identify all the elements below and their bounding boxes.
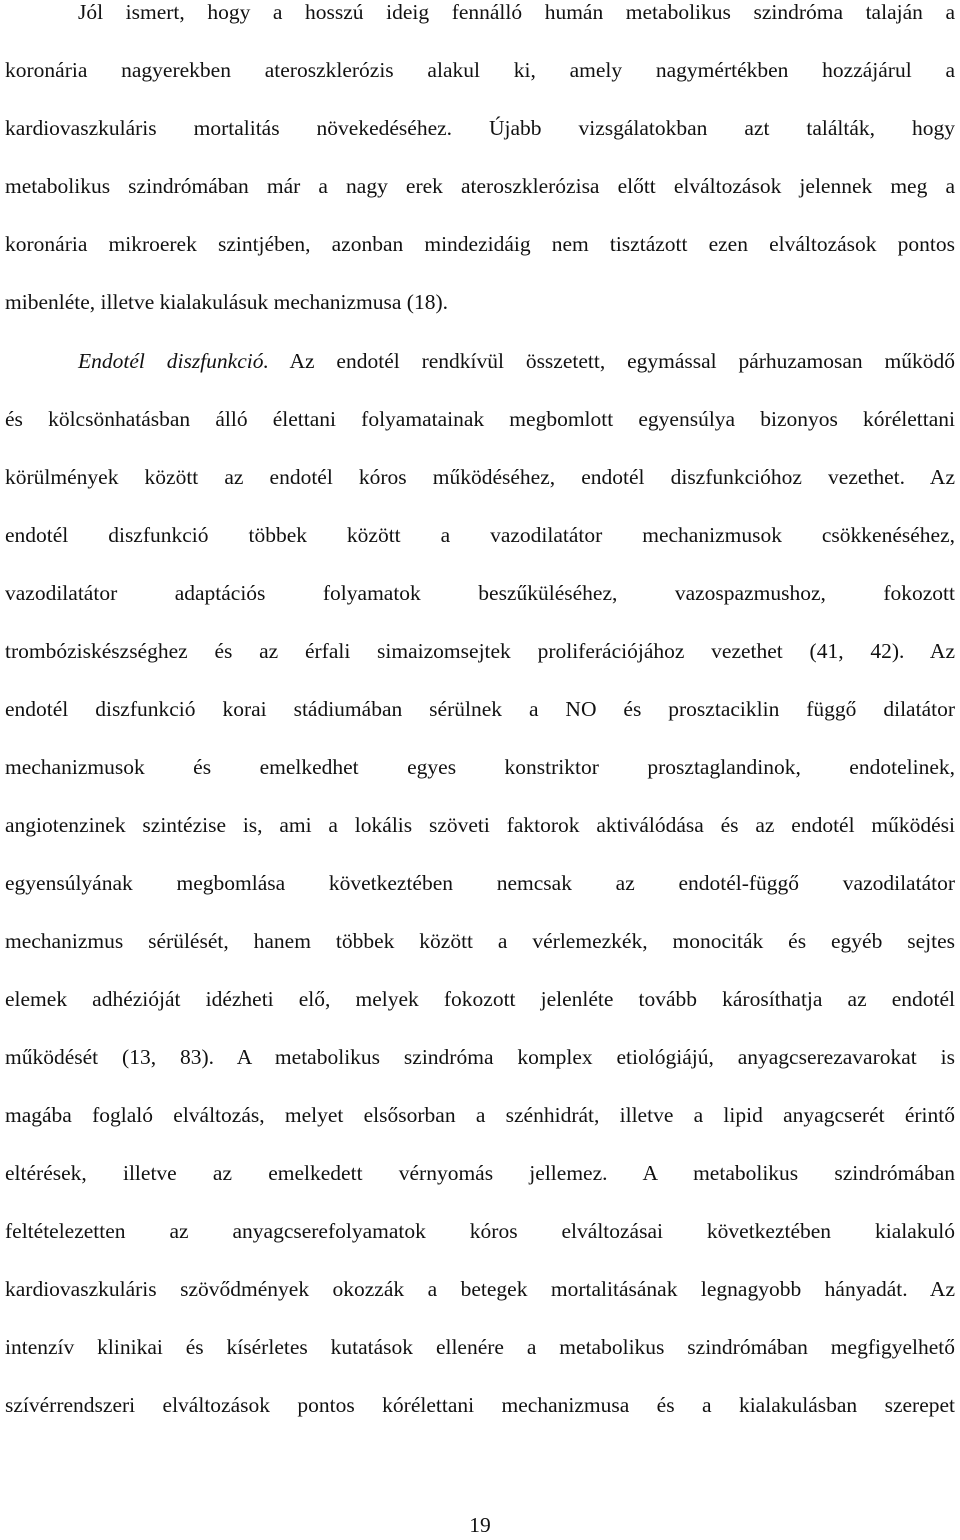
text-line: endotél diszfunkció többek között a vazodilatátor mechanizmusok csökkenéséhez, [5,523,955,547]
page-number: 19 [469,1513,491,1537]
text-line: koronária mikroerek szintjében, azonban mindezidáig nem tisztázott ezen elváltozások pontos [5,232,955,256]
text-line: egyensúlyának megbomlása következtében nemcsak az endotél-függő vazodilatátor [5,871,955,895]
text-line: koronária nagyerekben ateroszklerózis alakul ki, amely nagymértékben hozzájárul a [5,58,955,82]
first-line-text: Az endotél rendkívül összetett, egymással párhuzamosan működő [268,349,955,373]
text-line: trombóziskészséghez és az érfali simaizomsejtek proliferációjához vezethet (41, 42). Az [5,639,955,663]
section-heading: Endotél diszfunkció. [78,349,269,373]
text-line: eltérések, illetve az emelkedett vérnyomás jellemez. A metabolikus szindrómában [5,1161,955,1185]
text-line: mechanizmusok és emelkedhet egyes konstriktor prosztaglandinok, endotelinek, [5,755,955,779]
text-line: feltételezetten az anyagcserefolyamatok kóros elváltozásai következtében kialakuló [5,1219,955,1243]
paragraph-metabolic-syndrome [5,0,955,331]
text-line: mibenléte, illetve kialakulásuk mechanizmusa (18). [5,290,448,314]
text-line: angiotenzinek szintézise is, ami a lokális szöveti faktorok aktiválódása és az endotél működési [5,813,955,837]
text-line [5,332,955,390]
text-line: mechanizmus sérülését, hanem többek között a vérlemezkék, monociták és egyéb sejtes [5,929,955,953]
text-line: endotél diszfunkció korai stádiumában sérülnek a NO és prosztaciklin függő dilatátor [5,697,955,721]
text-line: kardiovaszkuláris szövődmények okozzák a betegek mortalitásának legnagyobb hányadát. Az [5,1277,955,1301]
text-line: működését (13, 83). A metabolikus szindróma komplex etiológiájú, anyagcserezavarokat is [5,1045,955,1069]
text-line: körülmények között az endotél kóros működéséhez, endotél diszfunkcióhoz vezethet. Az [5,465,955,489]
text-line: metabolikus szindrómában már a nagy erek ateroszklerózisa előtt elváltozások jelennek meg a [5,174,955,198]
text-line: kardiovaszkuláris mortalitás növekedéséhez. Újabb vizsgálatokban azt találták, hogy [5,116,955,140]
text-line: szívérrendszeri elváltozások pontos kórélettani mechanizmusa és a kialakulásban szerepet [5,1393,955,1417]
text-line: intenzív klinikai és kísérletes kutatások ellenére a metabolikus szindrómában megfigyelhető [5,1335,955,1359]
text-line: és kölcsönhatásban álló élettani folyamatainak megbomlott egyensúlya bizonyos kórélettani [5,407,955,431]
text-line: Jól ismert, hogy a hosszú ideig fennálló humán metabolikus szindróma talaján a [78,0,955,24]
text-line: magába foglaló elváltozás, melyet elsősorban a szénhidrát, illetve a lipid anyagcserét érintő [5,1103,955,1127]
paragraph-endothelial-dysfunction [5,332,955,1434]
text-line: vazodilatátor adaptációs folyamatok beszűküléséhez, vazospazmushoz, fokozott [5,581,955,605]
text-line: elemek adhézióját idézheti elő, melyek fokozott jelenléte tovább károsíthatja az endotél [5,987,955,1011]
